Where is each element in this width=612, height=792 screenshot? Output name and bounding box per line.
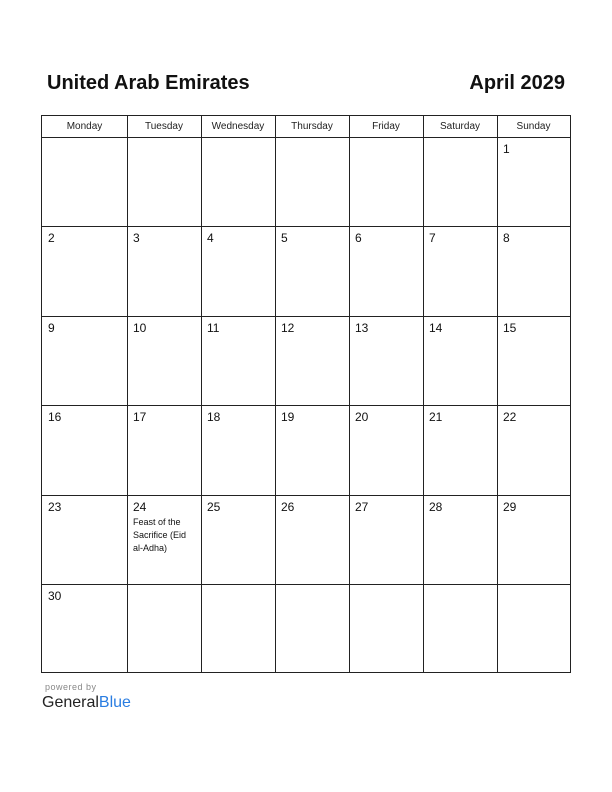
month-title: April 2029	[469, 72, 565, 94]
day-cell	[202, 227, 275, 316]
day-cell	[202, 585, 275, 672]
day-cell	[128, 227, 201, 316]
day-cell	[202, 317, 275, 405]
day-number: 26	[281, 500, 295, 514]
day-number: 1	[503, 142, 510, 156]
day-number: 22	[503, 410, 517, 424]
weekday-header: Tuesday	[145, 121, 183, 132]
weekday-header: Sunday	[516, 121, 551, 132]
calendar-grid	[41, 115, 571, 673]
weekday-header: Saturday	[439, 121, 481, 132]
day-number: 11	[207, 321, 220, 335]
day-number: 18	[207, 410, 221, 424]
day-number: 4	[207, 231, 214, 245]
day-cell	[276, 138, 349, 226]
weekday-header: Thursday	[291, 121, 333, 132]
weekday-header: Friday	[372, 121, 400, 132]
day-cell	[350, 227, 423, 316]
day-number: 17	[133, 410, 147, 424]
day-cell	[498, 227, 570, 316]
day-number: 16	[48, 410, 62, 424]
day-cell	[43, 496, 127, 584]
day-cell	[128, 496, 201, 584]
day-number: 13	[355, 321, 369, 335]
day-cell	[202, 496, 275, 584]
day-number: 8	[503, 231, 510, 245]
day-cell	[43, 585, 127, 672]
day-cell	[350, 406, 423, 495]
day-cell	[128, 585, 201, 672]
day-number: 12	[281, 321, 295, 335]
day-number: 2	[48, 231, 55, 245]
country-title: United Arab Emirates	[47, 72, 250, 94]
day-cell	[498, 496, 570, 584]
day-number: 5	[281, 231, 288, 245]
day-cell	[424, 585, 497, 672]
generalblue-logo[interactable]	[42, 694, 131, 712]
day-number: 30	[48, 589, 62, 603]
day-cell	[350, 138, 423, 226]
day-number: 24	[133, 500, 147, 514]
day-cell	[424, 496, 497, 584]
day-number: 21	[429, 410, 443, 424]
day-number: 15	[503, 321, 517, 335]
day-number: 3	[133, 231, 140, 245]
day-cell	[424, 317, 497, 405]
day-cell	[202, 406, 275, 495]
day-cell	[202, 138, 275, 226]
day-number: 29	[503, 500, 517, 514]
day-number: 6	[355, 231, 362, 245]
day-cell	[276, 227, 349, 316]
day-number: 27	[355, 500, 369, 514]
day-cell	[276, 496, 349, 584]
powered-by-text: powered by	[45, 682, 97, 692]
day-cell	[424, 138, 497, 226]
day-number: 20	[355, 410, 369, 424]
day-cell	[128, 406, 201, 495]
day-cell	[350, 317, 423, 405]
holiday-label: Feast of the Sacrifice (Eid al-Adha)	[133, 517, 187, 553]
weekday-header: Wednesday	[211, 121, 265, 132]
day-cell	[424, 227, 497, 316]
day-cell	[276, 406, 349, 495]
day-cell	[43, 227, 127, 316]
day-number: 7	[429, 231, 436, 245]
day-cell	[498, 406, 570, 495]
day-cell	[498, 317, 570, 405]
day-number: 23	[48, 500, 62, 514]
day-number: 25	[207, 500, 221, 514]
day-number: 19	[281, 410, 295, 424]
day-cell	[276, 585, 349, 672]
day-number: 10	[133, 321, 147, 335]
day-number: 14	[429, 321, 443, 335]
brand-general: General	[42, 694, 99, 711]
day-cell	[43, 317, 127, 405]
day-number: 28	[429, 500, 443, 514]
weekday-header: Monday	[66, 121, 103, 132]
day-cell	[43, 406, 127, 495]
day-cell	[43, 138, 127, 226]
day-cell	[498, 585, 570, 672]
day-number: 9	[48, 321, 55, 335]
brand-blue: Blue	[98, 694, 131, 711]
day-cell	[128, 138, 201, 226]
day-cell	[276, 317, 349, 405]
day-cell	[350, 496, 423, 584]
day-cell	[128, 317, 201, 405]
day-cell	[498, 138, 570, 226]
day-cell	[424, 406, 497, 495]
day-cell	[350, 585, 423, 672]
